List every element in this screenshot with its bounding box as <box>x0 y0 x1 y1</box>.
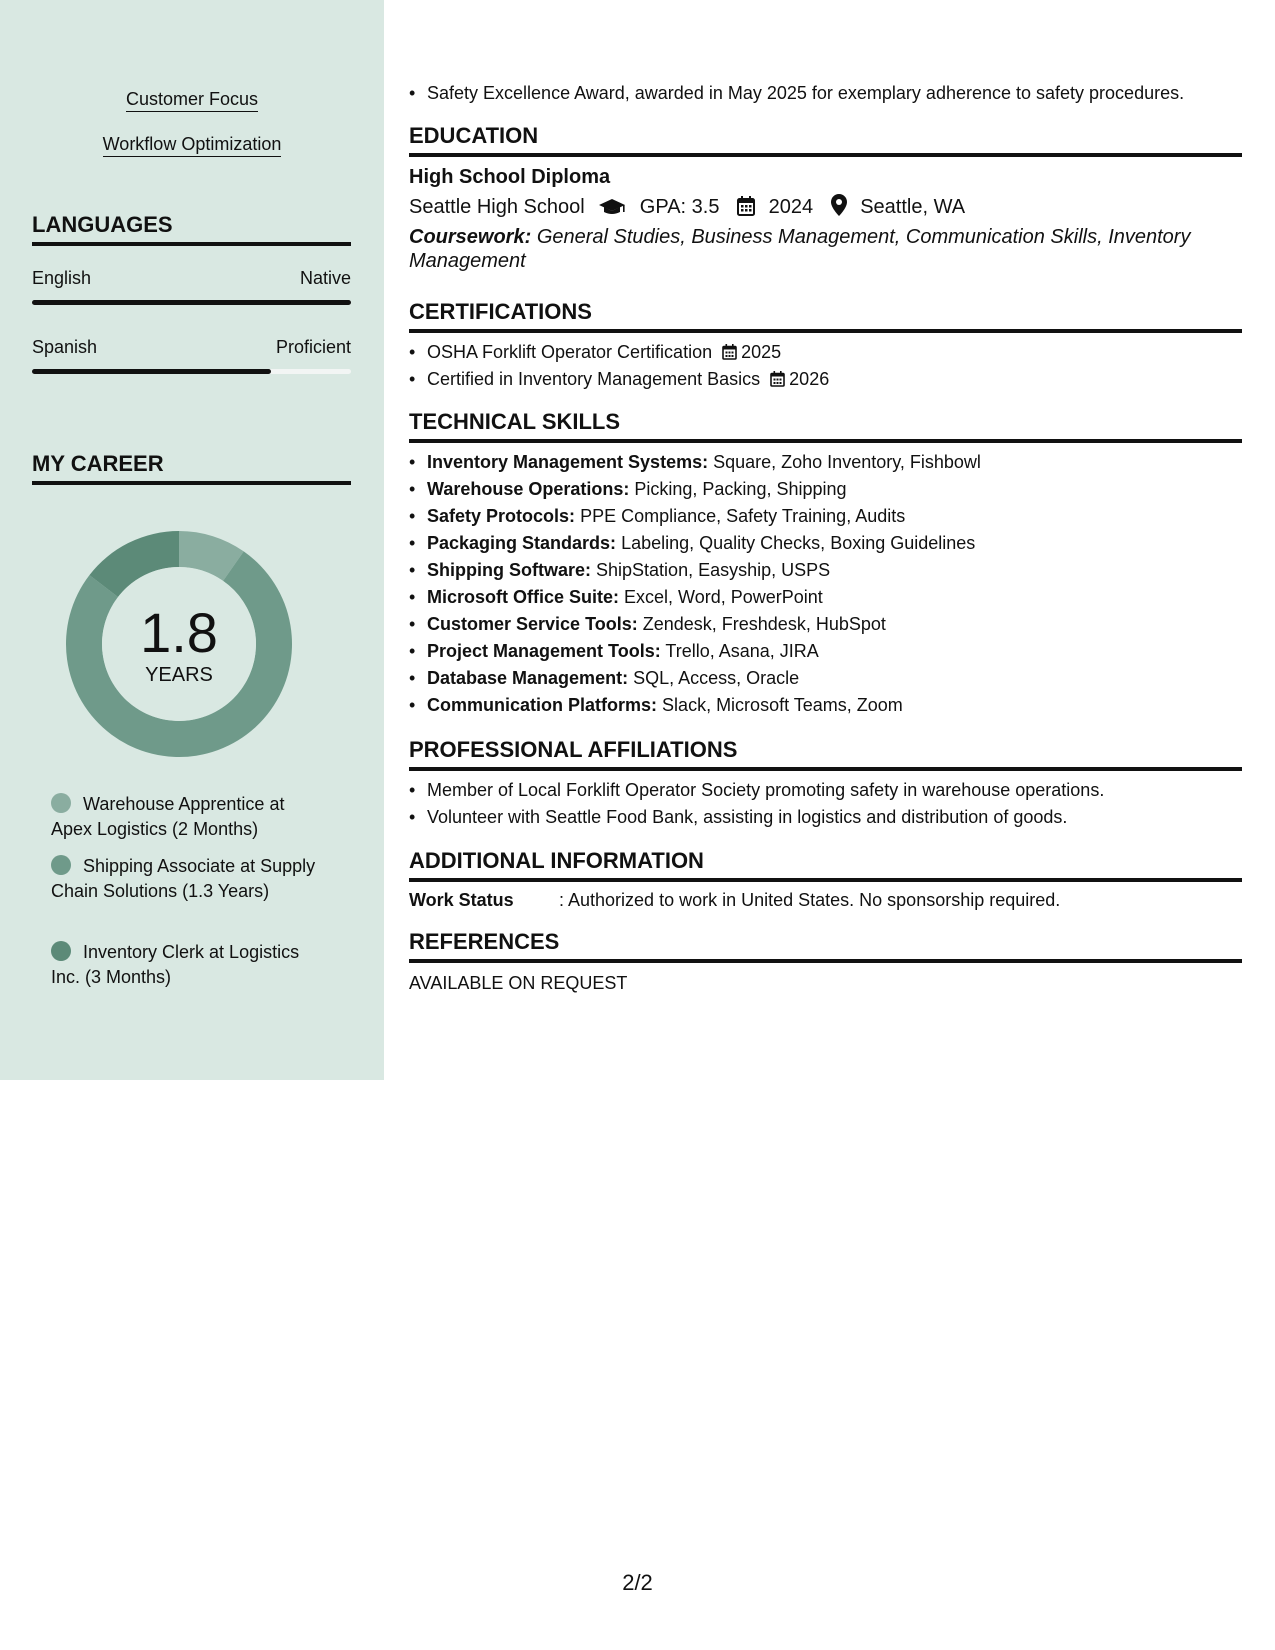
donut-center <box>66 531 292 757</box>
certification-item: • Certified in Inventory Management Basics 2026 <box>409 366 1242 393</box>
additional-info-heading: ADDITIONAL INFORMATION <box>409 848 1242 882</box>
affiliations-heading: PROFESSIONAL AFFILIATIONS <box>409 737 1242 771</box>
sidebar <box>0 0 384 1080</box>
graduation-cap-icon <box>598 198 626 216</box>
gpa: GPA: 3.5 <box>639 196 720 218</box>
technical-skills-heading: TECHNICAL SKILLS <box>409 409 1242 443</box>
technical-skill-item: • Database Management: SQL, Access, Oracle <box>409 665 1242 692</box>
additional-info-section <box>409 848 1242 911</box>
calendar-icon <box>722 344 737 360</box>
technical-skill-item: • Microsoft Office Suite: Excel, Word, PowerPoint <box>409 584 1242 611</box>
career-donut-chart <box>66 531 292 757</box>
career-unit: YEARS <box>145 664 213 686</box>
calendar-icon <box>737 196 755 216</box>
skill-item: Workflow Optimization <box>0 134 384 155</box>
affiliations-section <box>409 737 1242 831</box>
language-bar <box>32 300 351 305</box>
location-pin-icon <box>831 194 847 216</box>
work-status-row <box>409 890 1242 911</box>
certifications-heading: CERTIFICATIONS <box>409 299 1242 333</box>
coursework <box>409 225 1242 273</box>
language-bar-fill <box>32 300 351 305</box>
affiliation-item: • Member of Local Forklift Operator Society promoting safety in warehouse operations. <box>409 777 1242 804</box>
certification-item: • OSHA Forklift Operator Certification 2025 <box>409 339 1242 366</box>
skill-item: Customer Focus <box>0 89 384 110</box>
career-item: Inventory Clerk at Logistics Inc. (3 Months) <box>51 942 300 987</box>
education-section <box>409 123 1242 273</box>
references-text: AVAILABLE ON REQUEST <box>409 973 628 993</box>
legend-dot-icon <box>51 793 71 813</box>
school-name: Seattle High School <box>409 196 585 218</box>
education-heading: EDUCATION <box>409 123 1242 157</box>
technical-skill-item: • Packaging Standards: Labeling, Quality Checks, Boxing Guidelines <box>409 530 1242 557</box>
technical-skill-item: • Shipping Software: ShipStation, Easyship, USPS <box>409 557 1242 584</box>
languages-heading: LANGUAGES <box>32 212 351 246</box>
language-name: Spanish <box>32 337 98 357</box>
graduation-year: 2024 <box>768 196 814 218</box>
career-item: Warehouse Apprentice at Apex Logistics (2 Months) <box>51 794 285 839</box>
language-bar-fill <box>32 369 271 374</box>
awards-section <box>409 80 1242 107</box>
technical-skill-item: • Project Management Tools: Trello, Asana, JIRA <box>409 638 1242 665</box>
education-meta <box>409 193 1242 221</box>
technical-skill-item: • Safety Protocols: PPE Compliance, Safety Training, Audits <box>409 503 1242 530</box>
references-heading: REFERENCES <box>409 929 1242 963</box>
career-item: Shipping Associate at Supply Chain Solutions (1.3 Years) <box>51 856 316 901</box>
legend-dot-icon <box>51 941 71 961</box>
technical-skill-item: • Inventory Management Systems: Square, Zoho Inventory, Fishbowl <box>409 449 1242 476</box>
award-item: • Safety Excellence Award, awarded in May 2025 for exemplary adherence to safety procedures. <box>409 80 1242 107</box>
language-name: English <box>32 268 92 288</box>
school-location: Seattle, WA <box>860 196 966 218</box>
career-heading: MY CAREER <box>32 451 351 485</box>
coursework-list: General Studies, Business Management, Communication Skills, Inventory Management <box>409 226 1191 272</box>
career-total: 1.8 <box>140 601 218 664</box>
calendar-icon <box>770 371 785 387</box>
certifications-section <box>409 299 1242 393</box>
work-status-label: Work Status <box>409 890 514 910</box>
references-section <box>409 929 1242 994</box>
technical-skills-section <box>409 409 1242 719</box>
language-bar <box>32 369 351 374</box>
degree-title: High School Diploma <box>409 166 611 188</box>
work-status-value: : Authorized to work in United States. No sponsorship required. <box>559 890 1061 910</box>
legend-dot-icon <box>51 855 71 875</box>
coursework-label: Coursework: <box>409 226 532 248</box>
language-level: Proficient <box>275 337 351 357</box>
technical-skill-item: • Communication Platforms: Slack, Microsoft Teams, Zoom <box>409 692 1242 719</box>
language-level: Native <box>299 268 351 288</box>
technical-skill-item: • Customer Service Tools: Zendesk, Freshdesk, HubSpot <box>409 611 1242 638</box>
technical-skill-item: • Warehouse Operations: Picking, Packing, Shipping <box>409 476 1242 503</box>
affiliation-item: • Volunteer with Seattle Food Bank, assisting in logistics and distribution of goods. <box>409 804 1242 831</box>
page-number: 2/2 <box>622 1570 653 1595</box>
